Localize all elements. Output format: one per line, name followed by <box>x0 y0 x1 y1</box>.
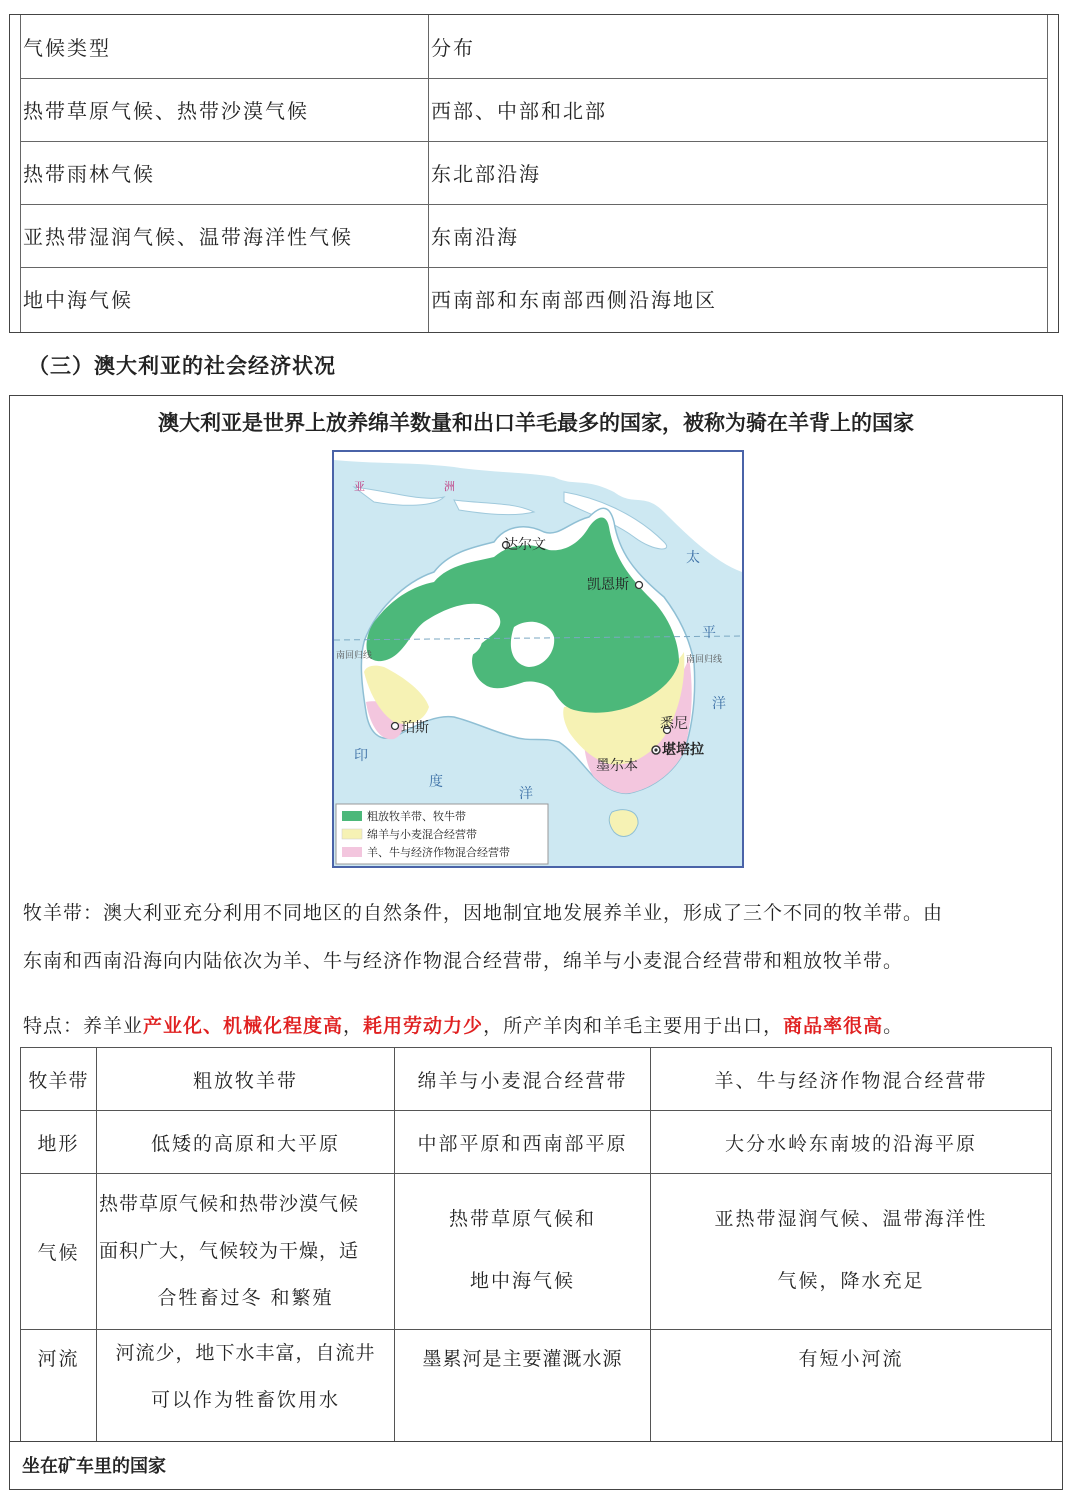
text-span: ，所产羊肉和羊毛主要用于出口， <box>483 1015 784 1037</box>
legend-swatch-pink <box>342 847 362 857</box>
divider <box>10 1441 1062 1490</box>
mine-title: 坐在矿车里的国家 <box>22 1456 166 1477</box>
table-cell: 热带草原气候、热带沙漠气候 <box>23 99 309 123</box>
cell-line: 亚热带湿润气候、温带海洋性 <box>714 1208 988 1230</box>
cell-line: 地中海气候 <box>469 1270 575 1292</box>
table-row <box>21 1174 1052 1330</box>
city-label-canberra: 堪培拉 <box>662 742 704 758</box>
table-cell: 地中海气候 <box>23 288 133 312</box>
highlight-text: 耗用劳动力少 <box>363 1015 484 1037</box>
row-label: 河流 <box>21 1330 97 1442</box>
highlight-text: 商品率很高 <box>783 1015 884 1037</box>
cell-line: 热带草原气候和 <box>448 1208 596 1230</box>
table-row <box>21 1330 1052 1442</box>
legend-swatch-yellow <box>342 829 362 839</box>
header-cell: 粗放牧羊带 <box>97 1048 395 1111</box>
ocean-label: 洋 <box>712 696 726 712</box>
ocean-label: 洋 <box>519 786 533 802</box>
table-row <box>20 141 1048 205</box>
table-cell: 大分水岭东南坡的沿海平原 <box>651 1111 1052 1174</box>
table-cell <box>395 1174 651 1330</box>
ocean-label: 印 <box>354 748 368 764</box>
header-cell: 羊、牛与经济作物混合经营带 <box>651 1048 1052 1111</box>
city-marker <box>392 723 399 730</box>
cell-line: 可以作为牲畜饮用水 <box>150 1389 340 1411</box>
city-label-perth: 珀斯 <box>401 720 429 736</box>
tasmania <box>609 810 638 837</box>
paragraph-line: 牧羊带：澳大利亚充分利用不同地区的自然条件，因地制宜地发展养羊业，形成了三个不同的牧羊带。由 <box>23 902 944 924</box>
map-graphic <box>334 452 742 866</box>
table-row <box>20 15 1048 79</box>
table-cell: 低矮的高原和大平原 <box>97 1111 395 1174</box>
paragraph-features <box>23 1002 1053 1050</box>
text-span: 。 <box>883 1015 904 1037</box>
highlight-text: 产业化、机械化程度高 <box>143 1015 344 1037</box>
table-cell: 东北部沿海 <box>431 162 541 186</box>
table-cell: 东南沿海 <box>431 225 519 249</box>
section-heading: （三）澳大利亚的社会经济状况 <box>28 354 336 378</box>
header-cell: 牧羊带 <box>21 1048 97 1111</box>
content-box <box>9 395 1063 1490</box>
table-cell: 中部平原和西南部平原 <box>395 1111 651 1174</box>
row-label: 气候 <box>21 1174 97 1330</box>
table-cell: 西南部和东南部西侧沿海地区 <box>431 288 717 312</box>
table-row <box>21 1048 1052 1111</box>
ocean-label: 太 <box>686 550 700 566</box>
header-cell: 分布 <box>431 36 475 60</box>
table-cell: 有短小河流 <box>651 1330 1052 1442</box>
paragraph-sheep-belts <box>23 889 1053 985</box>
legend-label: 绵羊与小麦混合经营带 <box>367 828 477 841</box>
tropic-label-left: 南回归线 <box>336 651 373 661</box>
table-cell: 墨累河是主要灌溉水源 <box>395 1330 651 1442</box>
table-row <box>20 267 1048 330</box>
table-cell <box>97 1330 395 1442</box>
header-cell: 绵羊与小麦混合经营带 <box>395 1048 651 1111</box>
sheep-belt-table <box>20 1047 1052 1442</box>
table-row <box>20 78 1048 142</box>
box-title: 澳大利亚是世界上放养绵羊数量和出口羊毛最多的国家，被称为骑在羊背上的国家 <box>158 411 914 435</box>
table-cell <box>651 1174 1052 1330</box>
city-label-darwin: 达尔文 <box>504 537 546 553</box>
table-cell <box>97 1174 395 1330</box>
tropic-label-right: 南回归线 <box>686 655 723 665</box>
city-label-melbourne: 墨尔本 <box>596 758 638 774</box>
text-span: ， <box>343 1015 364 1037</box>
table-row <box>20 204 1048 268</box>
table-cell: 热带雨林气候 <box>23 162 155 186</box>
ocean-label: 平 <box>702 625 716 641</box>
table-cell: 亚热带湿润气候、温带海洋性气候 <box>23 225 353 249</box>
ocean-label: 度 <box>429 774 443 790</box>
row-label: 地形 <box>21 1111 97 1174</box>
island <box>454 500 534 515</box>
text-span: 特点：养羊业 <box>23 1015 144 1037</box>
paragraph-line: 东南和西南沿海向内陆依次为羊、牛与经济作物混合经营带，绵羊与小麦混合经营带和粗放牧羊带。 <box>23 950 904 972</box>
island <box>354 487 444 505</box>
map-label: 洲 <box>444 480 455 493</box>
city-marker <box>636 582 643 589</box>
cell-line: 合牲畜过冬 和繁殖 <box>157 1287 334 1309</box>
capital-marker-dot <box>654 748 657 751</box>
legend-label: 羊、牛与经济作物混合经营带 <box>367 846 510 859</box>
legend-swatch-green <box>342 811 362 821</box>
table-row <box>21 1111 1052 1174</box>
map-label: 亚 <box>354 480 365 493</box>
cell-line: 气候，降水充足 <box>777 1270 925 1292</box>
city-label-cairns: 凯恩斯 <box>587 577 629 593</box>
australia-map <box>332 450 744 868</box>
cell-line: 热带草原气候和热带沙漠气候 <box>99 1193 360 1215</box>
cell-line: 河流少，地下水丰富，自流井 <box>115 1342 376 1364</box>
table-cell: 西部、中部和北部 <box>431 99 607 123</box>
header-cell: 气候类型 <box>23 36 111 60</box>
cell-line: 面积广大，气候较为干燥，适 <box>99 1240 360 1262</box>
city-label-sydney: 悉尼 <box>660 716 688 732</box>
climate-table <box>9 14 1059 333</box>
legend-label: 粗放牧羊带、牧牛带 <box>367 810 466 823</box>
